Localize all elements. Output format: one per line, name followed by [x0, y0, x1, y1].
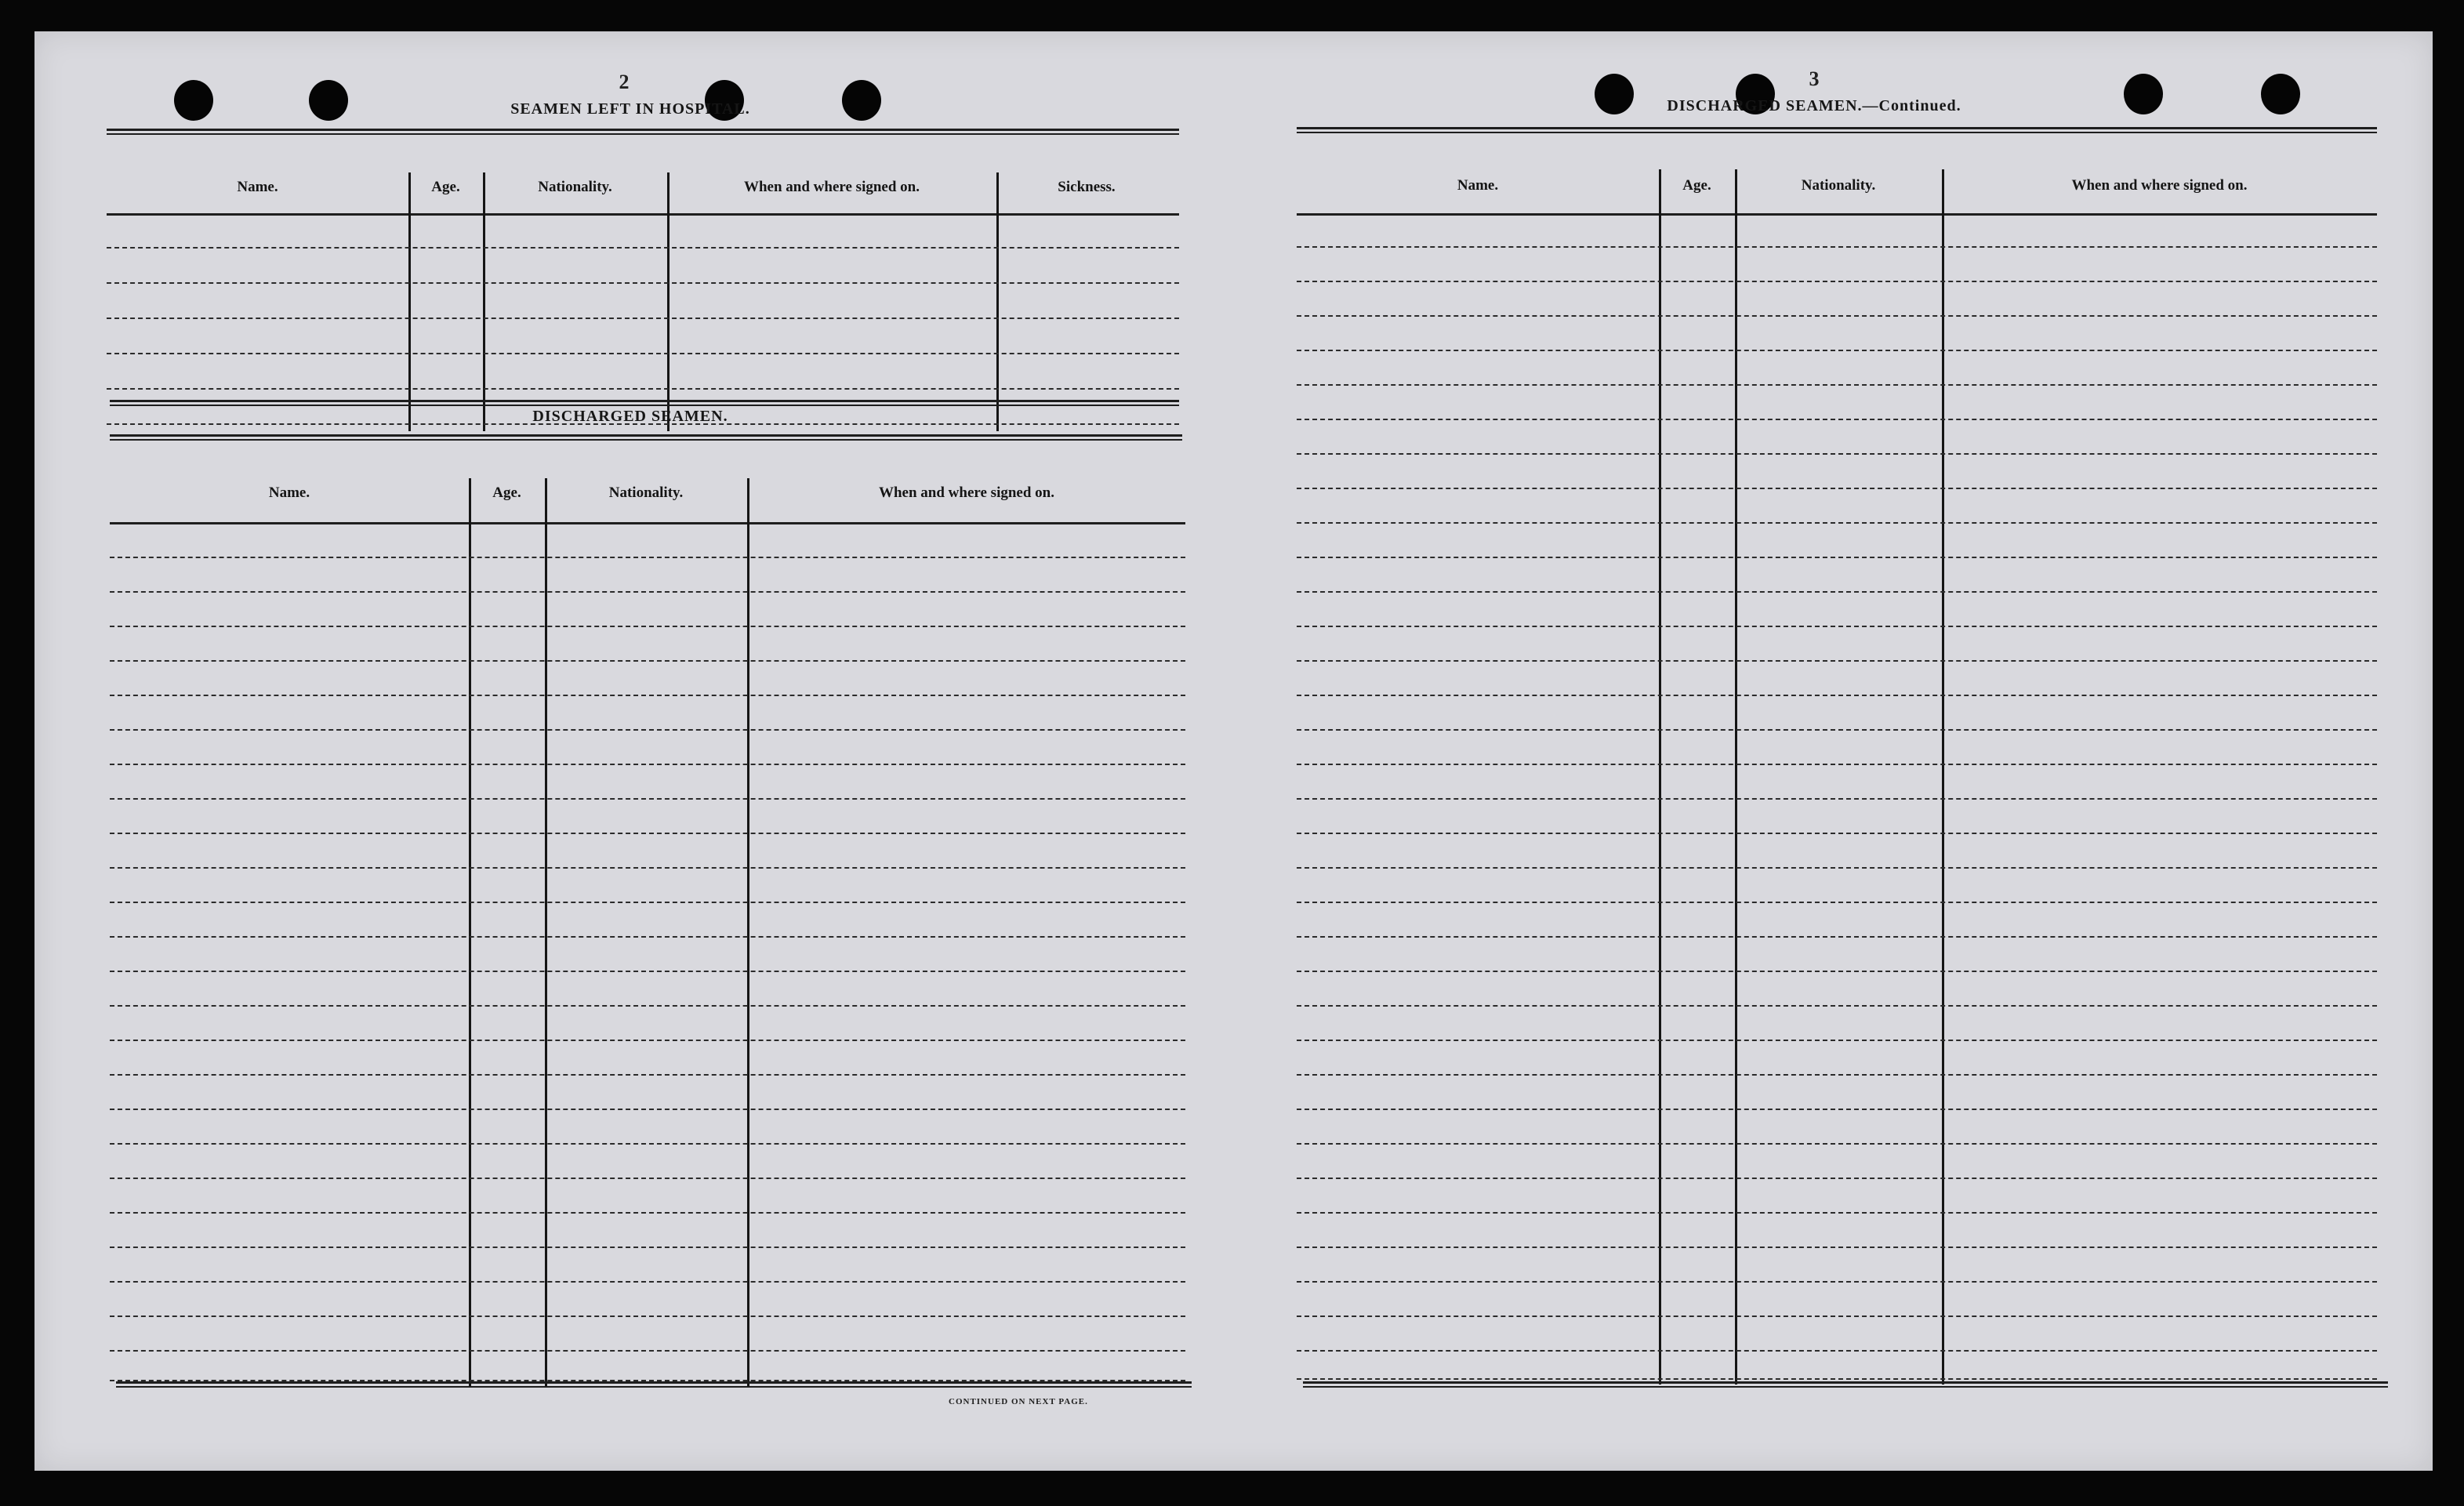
- discharged-section-title: DISCHARGED SEAMEN.: [532, 408, 728, 425]
- entry-line: [110, 1315, 1185, 1317]
- entry-line: [1297, 419, 2377, 420]
- entry-line: [1297, 867, 2377, 869]
- entry-line: [1297, 833, 2377, 834]
- entry-line: [1297, 1350, 2377, 1352]
- punch-hole: [2124, 74, 2163, 114]
- col-header-name: Name.: [237, 179, 278, 195]
- column-divider: [545, 478, 547, 1388]
- entry-line: [1297, 384, 2377, 386]
- entry-line: [110, 660, 1185, 662]
- section-rule: [110, 400, 1179, 406]
- entry-line: [107, 282, 1179, 284]
- col-header-age: Age.: [431, 179, 460, 195]
- col-header-age: Age.: [1682, 177, 1711, 194]
- column-divider: [469, 478, 471, 1388]
- entry-line: [1297, 695, 2377, 696]
- column-divider: [408, 172, 411, 431]
- entry-line: [110, 1143, 1185, 1145]
- punch-hole: [1595, 74, 1634, 114]
- entry-line: [1297, 1247, 2377, 1248]
- entry-line: [1297, 522, 2377, 524]
- header-rule: [1297, 213, 2377, 216]
- table-bottom-rule: [116, 1381, 1192, 1388]
- table-bottom-rule: [1303, 1381, 2388, 1388]
- entry-line: [1297, 350, 2377, 351]
- entry-line: [1297, 591, 2377, 593]
- entry-line: [110, 1350, 1185, 1352]
- punch-hole: [174, 80, 213, 121]
- entry-line: [1297, 971, 2377, 972]
- entry-line: [107, 388, 1179, 390]
- entry-line: [1297, 729, 2377, 731]
- column-divider: [1659, 169, 1661, 1384]
- col-header-nationality: Nationality.: [1801, 177, 1876, 194]
- entry-line: [110, 833, 1185, 834]
- entry-line: [1297, 315, 2377, 317]
- entry-line: [1297, 246, 2377, 248]
- page-number: 3: [1809, 67, 1820, 90]
- entry-line: [1297, 660, 2377, 662]
- entry-line: [110, 902, 1185, 903]
- punch-hole: [309, 80, 348, 121]
- column-divider: [1735, 169, 1737, 1384]
- entry-line: [110, 1247, 1185, 1248]
- entry-line: [1297, 1143, 2377, 1145]
- punch-hole: [2261, 74, 2300, 114]
- hospital-section-title: SEAMEN LEFT IN HOSPITAL.: [510, 100, 750, 118]
- entry-line: [110, 729, 1185, 731]
- entry-line: [110, 1212, 1185, 1214]
- entry-line: [1297, 1005, 2377, 1007]
- entry-line: [1297, 1109, 2377, 1110]
- col-header-name: Name.: [268, 484, 310, 501]
- entry-line: [1297, 626, 2377, 627]
- entry-line: [1297, 453, 2377, 455]
- entry-line: [1297, 557, 2377, 558]
- entry-line: [110, 798, 1185, 800]
- entry-line: [1297, 1040, 2377, 1041]
- entry-line: [1297, 1378, 2377, 1380]
- entry-line: [1297, 902, 2377, 903]
- header-rule: [110, 522, 1185, 524]
- entry-line: [110, 971, 1185, 972]
- column-divider: [1942, 169, 1944, 1384]
- column-divider: [667, 172, 670, 431]
- entry-line: [110, 1005, 1185, 1007]
- entry-line: [1297, 936, 2377, 938]
- discharged-table-right: [1297, 132, 2388, 1386]
- entry-line: [110, 867, 1185, 869]
- column-divider: [747, 478, 749, 1388]
- hospital-table: [107, 133, 1179, 431]
- page-number: 2: [619, 71, 630, 93]
- entry-line: [110, 1074, 1185, 1076]
- entry-line: [1297, 1074, 2377, 1076]
- entry-line: [110, 1040, 1185, 1041]
- entry-line: [110, 764, 1185, 765]
- discharged-continued-title: DISCHARGED SEAMEN.—Continued.: [1667, 97, 1961, 114]
- entry-line: [1297, 1315, 2377, 1317]
- entry-line: [1297, 281, 2377, 282]
- column-divider: [483, 172, 485, 431]
- entry-line: [1297, 488, 2377, 489]
- entry-line: [1297, 798, 2377, 800]
- entry-line: [107, 353, 1179, 354]
- entry-line: [110, 695, 1185, 696]
- punch-hole: [842, 80, 881, 121]
- col-header-name: Name.: [1457, 177, 1499, 194]
- entry-line: [1297, 764, 2377, 765]
- entry-line: [110, 1178, 1185, 1179]
- col-header-sickness: Sickness.: [1058, 179, 1116, 195]
- col-header-signed-on: When and where signed on.: [878, 484, 1054, 501]
- header-rule: [107, 213, 1179, 216]
- entry-line: [110, 557, 1185, 558]
- entry-line: [110, 591, 1185, 593]
- document-scan: [34, 31, 2433, 1471]
- discharged-table-left: [110, 439, 1185, 1384]
- entry-line: [1297, 1212, 2377, 1214]
- col-header-nationality: Nationality.: [538, 179, 612, 195]
- column-divider: [996, 172, 999, 431]
- col-header-nationality: Nationality.: [608, 484, 684, 501]
- entry-line: [110, 936, 1185, 938]
- col-header-signed-on: When and where signed on.: [743, 179, 920, 195]
- entry-line: [110, 1109, 1185, 1110]
- entry-line: [1297, 1178, 2377, 1179]
- entry-line: [1297, 1281, 2377, 1283]
- entry-line: [110, 1281, 1185, 1283]
- entry-line: [110, 626, 1185, 627]
- entry-line: [107, 318, 1179, 319]
- col-header-age: Age.: [492, 484, 521, 501]
- col-header-signed-on: When and where signed on.: [2071, 177, 2248, 194]
- continued-note: CONTINUED ON NEXT PAGE.: [949, 1397, 1088, 1406]
- entry-line: [107, 247, 1179, 249]
